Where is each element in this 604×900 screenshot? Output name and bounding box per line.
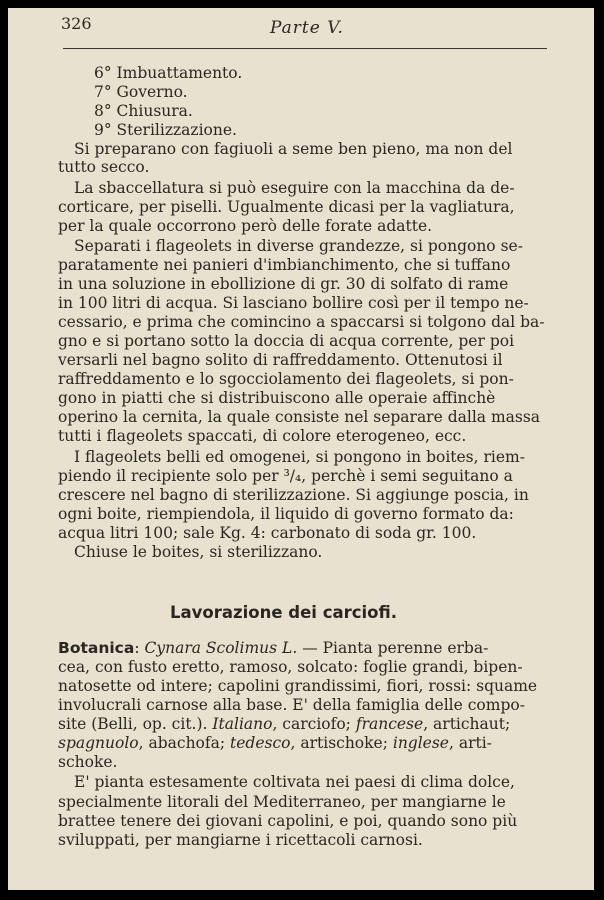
names-text: , arti-: [448, 734, 492, 752]
species-name: Cynara Scolimus L.: [144, 639, 298, 657]
text-line: ogni boite, riempiendola, il liquido di governo formato da:: [58, 505, 514, 523]
text-line: specialmente litorali del Mediterraneo, per mangiarne le: [58, 793, 506, 811]
list-item: 6° Imbuattamento.: [94, 64, 243, 82]
botanica-label: Botanica: [58, 639, 135, 657]
names-text: , abachofa;: [138, 734, 231, 752]
text-line: paratamente nei panieri d'imbianchimento, che si tuffano: [58, 256, 511, 274]
lang-francese: francese: [355, 715, 424, 733]
list-item: 9° Sterilizzazione.: [94, 121, 237, 139]
text-line: gono in piatti che si distribuiscono alle operaie affinchè: [58, 389, 496, 407]
text-line: natosette od intere; capolini grandissimi, fiori, rossi: squame: [58, 677, 538, 695]
botanica-line-1: [58, 640, 488, 657]
page-number: 326: [61, 14, 92, 33]
list-item: 7° Governo.: [94, 83, 188, 101]
text-line: raffreddamento e lo sgocciolamento dei flageolets, si pon-: [58, 370, 514, 388]
book-page: [8, 8, 594, 890]
list-item: 8° Chiusura.: [94, 102, 193, 120]
botanica-colon: :: [134, 639, 140, 657]
text-line: Separati i flageolets in diverse grandezze, si pongono se-: [74, 237, 523, 255]
names-text: , artichaut;: [423, 715, 511, 733]
text-line: I flageolets belli ed omogenei, si pongono in boites, riem-: [74, 448, 525, 466]
text-line: corticare, per piselli. Ugualmente dicasi per la vagliatura,: [58, 198, 515, 216]
text-line: involucrali carnose alla base. E' della famiglia delle compo-: [58, 696, 525, 714]
text-line: gno e si portano sotto la doccia di acqua corrente, per poi: [58, 332, 515, 350]
header-rule: [63, 48, 547, 49]
names-text: site (Belli, op. cit.).: [58, 715, 213, 733]
text-line: La sbaccellatura si può eseguire con la macchina da de-: [74, 179, 515, 197]
names-line: [58, 735, 492, 752]
text-line: E' pianta estesamente coltivata nei paesi di clima dolce,: [74, 773, 515, 791]
text-line: Si preparano con fagiuoli a seme ben pieno, ma non del: [74, 140, 513, 158]
text-line: versarli nel bagno solito di raffreddamento. Ottenutosi il: [58, 351, 503, 369]
text-line: sviluppati, per mangiarne i ricettacoli carnosi.: [58, 831, 423, 849]
lang-tedesco: tedesco: [230, 734, 291, 752]
lang-italiano: Italiano: [212, 715, 273, 733]
botanica-rest: — Pianta perenne erba-: [297, 639, 489, 657]
text-line: operino la cernita, la quale consiste nel separare dalla massa: [58, 408, 541, 426]
text-line: tutto secco.: [58, 158, 150, 176]
names-line: [58, 716, 510, 733]
section-heading: Lavorazione dei carciofi.: [170, 603, 398, 622]
text-line: cessario, e prima che comincino a spaccarsi si tolgono dal ba-: [58, 313, 545, 331]
text-line: in una soluzione in ebollizione di gr. 30 di solfato di rame: [58, 275, 509, 293]
text-line: per la quale occorrono però delle forate adatte.: [58, 217, 433, 235]
text-line: crescere nel bagno di sterilizzazione. Si aggiunge poscia, in: [58, 486, 529, 504]
lang-inglese: inglese: [392, 734, 449, 752]
text-line: acqua litri 100; sale Kg. 4: carbonato di soda gr. 100.: [58, 524, 477, 542]
text-line: tutti i flageolets spaccati, di colore eterogeneo, ecc.: [58, 427, 467, 445]
running-title: Parte V.: [270, 18, 344, 38]
text-line: in 100 litri di acqua. Si lasciano bollire così per il tempo ne-: [58, 294, 529, 312]
names-text: , carciofo;: [272, 715, 356, 733]
text-line: schoke.: [58, 753, 118, 771]
text-line: cea, con fusto eretto, ramoso, solcato: foglie grandi, bipen-: [58, 658, 523, 676]
names-text: , artischoke;: [290, 734, 393, 752]
lang-spagnuolo: spagnuolo: [58, 734, 139, 752]
text-line: piendo il recipiente solo per ³/₄, perchè i semi seguitano a: [58, 467, 513, 485]
text-line: Chiuse le boites, si sterilizzano.: [74, 543, 323, 561]
text-line: brattee tenere dei giovani capolini, e poi, quando sono più: [58, 812, 518, 830]
